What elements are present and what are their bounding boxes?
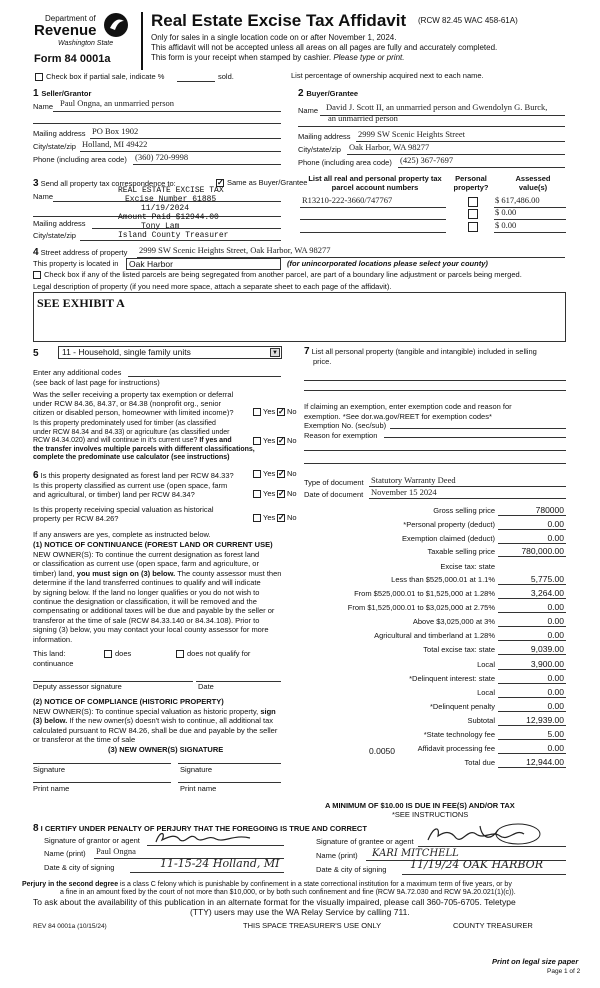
tax-row-line [498, 556, 566, 557]
notice1-line: timber) land, you must sign on (3) below. The county assessor must then [33, 568, 282, 578]
tax-row-line [498, 725, 566, 726]
owner-sig-label: Signature [33, 765, 66, 774]
owner-sig-line[interactable] [33, 763, 171, 764]
street-label: 4 Street address of property [33, 247, 128, 258]
exempt-line: If claiming an exemption, enter exemption code and reason for [304, 402, 512, 411]
doc-type[interactable]: Statutory Warranty Deed [371, 475, 456, 485]
seller-mail[interactable]: PO Box 1902 [92, 126, 139, 136]
yes-label: Yes [263, 513, 276, 522]
yes-label: Yes [263, 436, 276, 445]
personal-col-header: Personal property? [453, 174, 489, 192]
deputy-date-label: Date [198, 682, 214, 691]
wa-label: Washington State [58, 40, 114, 47]
seller-name-line [53, 111, 281, 112]
s5-q1-no-checkbox[interactable]: ✓ [278, 407, 285, 416]
s5-q2-line: RCW 84.34.020) and will continue in it's current use? If yes and [33, 437, 232, 444]
partial-sale-checkbox[interactable] [35, 73, 43, 81]
s6-q3-line: property per RCW 84.26? [33, 514, 119, 523]
codes-label: Enter any additional codes [33, 368, 122, 377]
tax-row-value[interactable]: 12,939.00 [526, 715, 564, 725]
tax-row-label: *Personal property (deduct) [403, 520, 495, 529]
tax-row-label: Subtotal [467, 716, 495, 725]
s5-q2-line: complete the predominate use calculator (see instructions) [33, 454, 230, 461]
tax-row-value[interactable]: 0.00 [547, 602, 564, 612]
this-land-label: This land: [33, 649, 66, 658]
buyer-phone[interactable]: (425) 367-7697 [400, 155, 454, 165]
header-line1: Only for sales in a single location code on or after November 1, 2024. [151, 33, 397, 42]
buyer-city-line [347, 154, 565, 155]
s6-q3-yes-checkbox[interactable] [253, 514, 261, 522]
does-not-checkbox[interactable] [176, 650, 184, 658]
buyer-name[interactable]: David J. Scott II, an unmarried person and Gwendolyn G. Burck, [326, 102, 548, 112]
personal-property-checkbox[interactable] [468, 197, 478, 207]
s7-line: 7 List all personal property (tangible and intangible) included in selling [304, 346, 537, 357]
tax-row-value[interactable]: 780,000.00 [521, 546, 564, 556]
assessed-value[interactable]: $ 0.00 [495, 220, 517, 230]
no-label: No [287, 489, 297, 498]
s6-q1-yes-checkbox[interactable] [253, 470, 261, 478]
notice1-line: continue the designation or classification, it will be removed and the [33, 597, 257, 607]
buyer-heading: 2 Buyer/Grantee [298, 88, 359, 99]
s5-q1-line: Was the seller receiving a property tax exemption or deferral [33, 390, 234, 399]
doc-date[interactable]: November 15 2024 [371, 487, 437, 497]
tax-row-line [498, 612, 566, 613]
tax-row-value[interactable]: 780000 [535, 505, 564, 515]
tax-row-label: Total excise tax: state [423, 645, 495, 654]
tax-row-line [498, 598, 566, 599]
excise-stamp-line: REAL ESTATE EXCISE TAX [118, 186, 224, 195]
exempt-no-line[interactable] [390, 428, 566, 429]
tax-row-label: *Delinquent interest: state [409, 674, 495, 683]
tax-row-label: Affidavit processing fee [417, 744, 495, 753]
s6-q2-line: and agricultural, or timber) land per RCW 84.34? [33, 490, 195, 499]
notice2-line: (3) below. If the new owner(s) doesn't wish to continue, all additional tax [33, 716, 274, 726]
s5-q2-line: under RCW 84.34 and 84.33) or agriculture (as classified under [33, 428, 230, 436]
notice1-text [33, 550, 281, 644]
legal-size-note: Print on legal size paper [492, 957, 579, 966]
tax-row-label: Local [477, 660, 495, 669]
yes-label: Yes [263, 407, 276, 416]
assessed-value[interactable]: $ 617,486.00 [495, 195, 540, 205]
does-not-label: does not qualify for [187, 649, 251, 658]
no-label: No [287, 436, 297, 445]
seller-phone[interactable]: (360) 720-9998 [135, 152, 189, 162]
excise-stamp-line: Excise Number 61885 [125, 195, 217, 204]
tax-row-line [498, 739, 566, 740]
yes-label: Yes [263, 489, 276, 498]
parcel-line [300, 207, 446, 208]
owner-sig-label2: Signature [180, 765, 213, 774]
pct-instructions: List percentage of ownership acquired next to each name. [291, 71, 484, 80]
grantee-date-label: Date & city of signing [316, 865, 387, 874]
perjury-line2: a fine in an amount fixed by the court of not more than $10,000, or by both such confinement and fine (RCW 9A.72.030 and RCW 9A.20.021(1)(c)). [60, 889, 516, 896]
tax-row-label: Less than $525,000.01 at 1.1% [391, 575, 495, 584]
tax-row-line [498, 753, 566, 754]
codes-note: (see back of last page for instructions) [33, 378, 160, 387]
segregated-label: Check box if any of the listed parcels are being segregated from another parcel, are part of a boundary line adjustment or parcels being merged. [44, 270, 522, 279]
tax-row-line [498, 711, 566, 712]
s5-q1 [33, 390, 234, 417]
reason-line[interactable] [384, 437, 566, 438]
no-label: No [287, 469, 297, 478]
notice2-line: or transferor at the time of sale [33, 735, 136, 745]
s6-q2-no-checkbox[interactable]: ✓ [278, 489, 285, 498]
does-label: does [115, 649, 132, 658]
s5-q2-yes-checkbox[interactable] [253, 437, 261, 445]
s5-q2-line: Is this property predominately used for timber (as classified [33, 420, 216, 427]
s5-q2-line: the transfer involves multiple parcels with different classifications, [33, 445, 255, 453]
tax-row-line [498, 640, 566, 641]
excise-stamp-line: Tony Lam [141, 222, 180, 231]
alt-format-line1: To ask about the availability of this publication in an alternate format for the visually impaired, please call 360-705-6705. Teletype [33, 897, 516, 907]
section3-label: 3 Send all property tax correspondence to: [33, 178, 176, 189]
tax-row-value[interactable]: 0.00 [547, 519, 564, 529]
tax-row-value[interactable]: 0.00 [547, 701, 564, 711]
legal-desc-text[interactable]: SEE EXHIBIT A [37, 296, 125, 310]
notice2-line: NEW OWNER(S): To continue special valuation as historic property, sign [33, 707, 276, 716]
parcel-line [300, 232, 446, 233]
no-label: No [287, 513, 297, 522]
assessed-line [494, 232, 566, 233]
tax-row-label: *Delinquent penalty [429, 702, 495, 711]
s6-q1: 6 Is this property designated as forest land per RCW 84.33? [33, 470, 234, 481]
s5-q1-line: citizen or disabled person, homeowner with limited income)? [33, 408, 234, 417]
land-use-value: 11 - Household, single family units [62, 347, 191, 357]
parcel-number[interactable]: R13210-222-3660/747767 [302, 195, 393, 205]
exempt-line: exemption. *See dor.wa.gov/REET for exemption codes* [304, 411, 492, 421]
header-line3: This form is your receipt when stamped by cashier. Please type or print. [151, 53, 405, 62]
buyer-mail-label: Mailing address [298, 132, 351, 141]
reason-label: Reason for exemption [304, 430, 378, 440]
header-line2: This affidavit will not be accepted unless all areas on all pages are fully and accurately completed. [151, 43, 498, 52]
assessed-col-header: Assessed value(s) [515, 174, 551, 192]
notice2-line: calculated pursuant to RCW 84.26, shall be due and payable by the seller [33, 725, 278, 735]
local-rate[interactable]: 0.0050 [369, 746, 395, 756]
tax-row-value[interactable]: 9,039.00 [530, 644, 564, 654]
same-as-buyer-checkbox[interactable]: ✓ [217, 178, 224, 187]
tax-row-label: Local [477, 688, 495, 697]
assessed-value[interactable]: $ 0.00 [495, 207, 517, 217]
street-address[interactable]: 2999 SW Scenic Heights Street, Oak Harbor, WA 98277 [139, 245, 331, 255]
continuance-label: continuance [33, 659, 74, 668]
notice1-line: transferor at the time of sale (RCW 84.33.140 or 84.34.108). Prior to [33, 615, 260, 625]
yes-label: Yes [263, 469, 276, 478]
notice1-line: information. [33, 634, 73, 644]
grantor-sig-label: Signature of grantor or agent [44, 836, 140, 845]
personal-prop-line[interactable] [304, 380, 566, 381]
land-use-select[interactable] [58, 346, 282, 359]
s6-q3-line: Is this property receiving special valuation as historical [33, 505, 214, 514]
s6-q2 [33, 481, 227, 499]
notice3-heading: (3) NEW OWNER(S) SIGNATURE [108, 745, 224, 754]
exempt-no-label: Exemption No. (sec/sub) [304, 421, 387, 430]
tax-row-line [498, 654, 566, 655]
notice2-heading: (2) NOTICE OF COMPLIANCE (HISTORIC PROPERTY) [33, 697, 224, 706]
owner-sig-line2[interactable] [178, 763, 281, 764]
alt-format-line2: (TTY) users may use the WA Relay Service by calling 711. [190, 907, 410, 917]
tax-row-line [498, 669, 566, 670]
tax-row-label: Total due [464, 758, 495, 767]
s5-q1-line: under RCW 84.36, 84.37, or 84.38 (nonprofit org., senior [33, 399, 222, 408]
tax-row-line [498, 529, 566, 530]
seller-phone-line [133, 164, 281, 165]
parcel-line [300, 219, 446, 220]
page-number: Page 1 of 2 [547, 968, 581, 975]
form-number: Form 84 0001a [34, 53, 111, 65]
grantor-date-label: Date & city of signing [44, 863, 115, 872]
s5-q2-no-checkbox[interactable]: ✓ [278, 436, 285, 445]
seller-heading: 1 Seller/Grantor [33, 88, 92, 99]
notice2-text [33, 707, 277, 745]
grantee-date-line [402, 874, 566, 875]
tax-row-value[interactable]: 3,264.00 [530, 588, 564, 598]
seller-mail-label: Mailing address [33, 129, 86, 138]
tax-row-line [498, 626, 566, 627]
location-select[interactable]: Oak Harbor [126, 258, 281, 270]
tax-row-label: Agricultural and timberland at 1.28% [374, 631, 495, 640]
notice1-heading: (1) NOTICE OF CONTINUANCE (FOREST LAND OR CURRENT USE) [33, 540, 273, 549]
tax-row-value[interactable]: 0.00 [547, 630, 564, 640]
personal-property-checkbox[interactable] [468, 209, 478, 219]
seller-name-label: Name [33, 102, 54, 111]
tax-row-value[interactable]: 0.00 [547, 616, 564, 626]
owner-print-label: Print name [33, 784, 70, 793]
buyer-name-label: Name [298, 106, 319, 115]
county-treasurer-label: COUNTY TREASURER [453, 921, 533, 930]
buyer-name-cont[interactable]: an unmarried person [328, 113, 398, 123]
tax-row-line [498, 584, 566, 585]
section7-label [304, 347, 537, 367]
excise-stamp-line: 11/19/2024 [141, 204, 190, 213]
header-divider [141, 12, 143, 70]
s3-mail-label: Mailing address [33, 219, 86, 228]
reason-line3[interactable] [304, 463, 566, 464]
s3-name-label: Name [33, 192, 54, 201]
s6-q3-no-checkbox[interactable]: ✓ [278, 513, 285, 522]
codes-line[interactable] [128, 376, 281, 377]
notice1-line: by signing below. If the land no longer qualifies or you do not wish to [33, 587, 260, 597]
personal-property-checkbox[interactable] [468, 222, 478, 232]
buyer-city[interactable]: Oak Harbor, WA 98277 [349, 142, 430, 152]
partial-pct-line[interactable] [177, 81, 215, 82]
certify-text: 8 I CERTIFY UNDER PENALTY OF PERJURY THAT THE FOREGOING IS TRUE AND CORRECT [33, 823, 367, 834]
buyer-phone-label: Phone (including area code) [298, 158, 392, 167]
perjury-line1: Perjury in the second degree is a class C felony which is punishable by confinement in a state correctional institution for a maximum term of five years, or by [22, 881, 512, 888]
personal-prop-line2[interactable] [304, 390, 566, 391]
treasurer-label: THIS SPACE TREASURER'S USE ONLY [243, 921, 382, 930]
notice1-line: or classification as current use (open space, farm and agriculture, or [33, 559, 259, 569]
buyer-name-line2 [298, 126, 565, 127]
grantor-signature [150, 828, 270, 848]
doc-date-line [369, 498, 566, 499]
grantor-date[interactable]: 11-15-24 Holland, MI [160, 857, 280, 870]
seller-phone-label: Phone (including area code) [33, 155, 127, 164]
owner-print-line[interactable] [33, 782, 171, 783]
notice1-line: signing (3) below, you may contact your local county assessor for more [33, 625, 269, 635]
located-note: (for unincorporated locations please select your county) [287, 259, 488, 268]
tax-row-line [498, 683, 566, 684]
seller-name[interactable]: Paul Ongna, an unmarried person [60, 98, 175, 108]
tax-row-label: Above $3,025,000 at 3% [412, 617, 495, 626]
s6-q2-yes-checkbox[interactable] [253, 490, 261, 498]
section5-num: 5 [33, 348, 39, 359]
no-label: No [287, 407, 297, 416]
if-yes-note: If any answers are yes, complete as instructed below. [33, 530, 211, 539]
see-instructions: *SEE INSTRUCTIONS [392, 810, 469, 819]
s7-line: price. [313, 357, 332, 366]
tax-row-label: Excise tax: state [440, 562, 495, 571]
form-rcw: (RCW 82.45 WAC 458-61A) [418, 16, 518, 25]
seller-name-line2 [33, 123, 281, 124]
legal-desc-label: Legal description of property (if you need more space, attach a separate sheet to each page of the affidavit). [33, 282, 392, 291]
notice1-line: NEW OWNER(S): To continue the current designation as forest land [33, 550, 260, 559]
located-label: This property is located in [33, 259, 119, 268]
buyer-city-label: City/state/zip [298, 145, 341, 154]
grantee-name[interactable]: KARI MITCHELL [372, 848, 459, 859]
minimum-note: A MINIMUM OF $10.00 IS DUE IN FEE(S) AND/OR TAX [325, 801, 515, 810]
exempt-text [304, 402, 512, 440]
buyer-mail[interactable]: 2999 SW Scenic Heights Street [358, 129, 466, 139]
tax-row-value[interactable]: 3,900.00 [530, 659, 564, 669]
buyer-phone-line [398, 167, 565, 168]
excise-stamp-line: Island County Treasurer [118, 231, 229, 240]
same-as-buyer-label: Same as Buyer/Grantee [227, 178, 308, 187]
rev-label: REV 84 0001a (10/15/24) [33, 923, 107, 930]
deputy-sig-label: Deputy assessor signature [33, 682, 122, 691]
grantee-name-label: Name (print) [316, 851, 358, 860]
tax-row-value[interactable]: 12,944.00 [526, 757, 564, 767]
tax-row-value[interactable]: 0.00 [547, 743, 564, 753]
tax-row-line [498, 515, 566, 516]
seller-city[interactable]: Holland, MI 49422 [82, 139, 148, 149]
s6-q1-no-checkbox[interactable]: ✓ [278, 469, 285, 478]
owner-print-line2[interactable] [178, 782, 281, 783]
reason-line2[interactable] [304, 450, 566, 451]
grantee-date[interactable]: 11/19/24 OAK HARBOR [410, 858, 543, 871]
revenue-logo-text: Revenue [34, 22, 97, 39]
grantor-name[interactable]: Paul Ongna [96, 846, 136, 856]
revenue-logo-icon [103, 12, 129, 38]
grantor-date-line [130, 872, 284, 873]
notice1-line: determine if the land transferred continues to qualify and will indicate [33, 578, 261, 588]
does-checkbox[interactable] [104, 650, 112, 658]
seller-city-label: City/state/zip [33, 142, 76, 151]
dept-label: Department of [45, 14, 96, 23]
parcel-col-header: List all real and personal property tax parcel account numbers [308, 174, 442, 192]
tax-row-value[interactable]: 0.00 [547, 673, 564, 683]
tax-row-value[interactable]: 5,775.00 [530, 574, 564, 584]
partial-sold-label: sold. [218, 72, 234, 81]
s5-q1-yes-checkbox[interactable] [253, 408, 261, 416]
grantee-signature [420, 820, 550, 848]
s6-q2-line: Is this property classified as current use (open space, farm [33, 481, 228, 490]
form-title: Real Estate Excise Tax Affidavit [151, 11, 407, 30]
tax-row-label: Gross selling price [433, 506, 495, 515]
tax-row-label: *State technology fee [423, 730, 495, 739]
owner-print-label2: Print name [180, 784, 217, 793]
partial-sale-label: Check box if partial sale, indicate % [46, 72, 165, 81]
tax-row-value[interactable]: 5.00 [547, 729, 564, 739]
grantor-name-label: Name (print) [44, 849, 86, 858]
doc-date-label: Date of document [304, 490, 364, 499]
tax-row-line [498, 767, 566, 768]
tax-row-line [498, 543, 566, 544]
s6-q3 [33, 505, 214, 523]
grantee-sig-label: Signature of grantee or agent [316, 837, 414, 846]
s3-city-label: City/state/zip [33, 231, 76, 240]
tax-row-value[interactable]: 0.00 [547, 687, 564, 697]
notice1-line: compensating or additional taxes will be due and payable by the seller or [33, 606, 275, 616]
tax-row-label: Taxable selling price [427, 547, 495, 556]
tax-row-label: Exemption claimed (deduct) [402, 534, 495, 543]
chevron-down-icon[interactable]: ▼ [270, 348, 280, 357]
s3-mail-line [92, 228, 281, 229]
tax-row-value[interactable]: 0.00 [547, 533, 564, 543]
segregated-checkbox[interactable] [33, 271, 41, 279]
tax-row-label: From $1,525,000.01 to $3,025,000 at 2.75% [347, 603, 495, 612]
tax-row-label: From $525,000.01 to $1,525,000 at 1.28% [354, 589, 495, 598]
excise-stamp-line: Amount Paid $12944.00 [118, 213, 219, 222]
s5-q2 [33, 420, 255, 463]
doc-type-label: Type of document [304, 478, 364, 487]
tax-row-line [498, 697, 566, 698]
